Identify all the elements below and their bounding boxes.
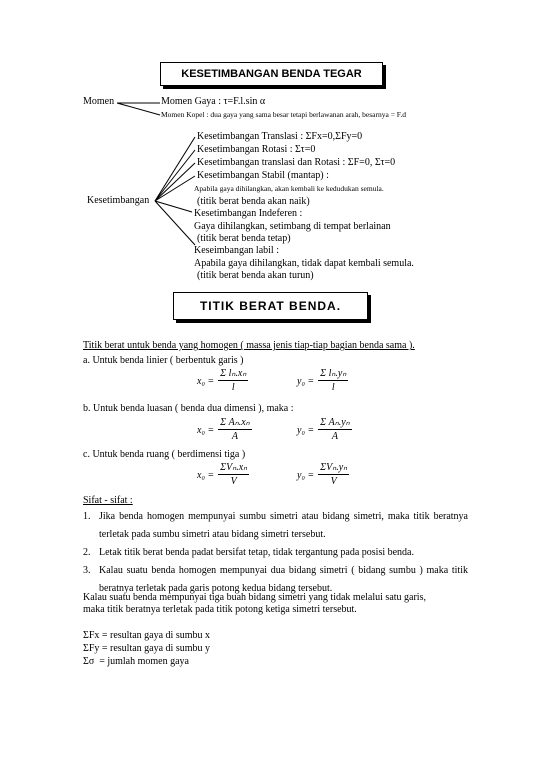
momen-gaya-text: Momen Gaya : τ=F.l.sin α bbox=[161, 96, 266, 107]
momen-connector-lines bbox=[115, 96, 165, 120]
formula-a-x bbox=[197, 368, 248, 394]
formula-denominator: V bbox=[230, 476, 237, 487]
formula-lhs: x₀ = bbox=[197, 469, 215, 481]
kesetimbangan-item: Apabila gaya dihilangkan, akan kembali ke kedudukan semula. bbox=[194, 184, 384, 193]
list-number: 2. bbox=[83, 547, 91, 558]
formula-numerator: Σ lₙ.xₙ bbox=[220, 368, 247, 379]
title-box-titik-berat bbox=[173, 292, 368, 320]
formula-numerator: ΣVₙ.yₙ bbox=[320, 462, 348, 473]
legend-line: Σσ = jumlah momen gaya bbox=[83, 656, 189, 667]
list-text: Jika benda homogen mempunyai sumbu simetri atau bidang simetri, maka titik beratnya terletak pada sumbu simetri atau bidang simetri tersebut. bbox=[99, 511, 468, 540]
kesetimbangan-item: Kesetimbangan Stabil (mantap) : bbox=[197, 170, 329, 181]
formula-numerator: ΣVₙ.xₙ bbox=[220, 462, 248, 473]
section-title: TITIK BERAT BENDA. bbox=[199, 299, 342, 313]
kesetimbangan-item: (titik berat benda akan naik) bbox=[197, 196, 310, 207]
section-b-heading: b. Untuk benda luasan ( benda dua dimensi ), maka : bbox=[83, 403, 294, 414]
formula-denominator: A bbox=[231, 431, 238, 442]
list-number: 3. bbox=[83, 565, 91, 576]
kesetimbangan-item: Kesetimbangan translasi dan Rotasi : ΣF=0, Στ=0 bbox=[197, 157, 396, 168]
momen-label: Momen bbox=[83, 96, 115, 107]
intro-text: Titik berat untuk benda yang homogen ( massa jenis tiap-tiap bagian benda sama ). bbox=[83, 340, 415, 351]
list-text: Kalau suatu benda homogen mempunyai dua bidang simetri ( bidang sumbu ) maka titik beratnya terletak pada garis potong kedua bidang tersebut. bbox=[99, 565, 468, 594]
kesetimbangan-item: Gaya dihilangkan, setimbang di tempat berlainan bbox=[194, 221, 391, 232]
kesetimbangan-label: Kesetimbangan bbox=[87, 195, 150, 206]
list-item bbox=[83, 508, 468, 544]
kesetimbangan-connector-lines bbox=[150, 130, 200, 250]
formula-lhs: x₀ = bbox=[197, 424, 215, 436]
formula-numerator: Σ Aₙ.yₙ bbox=[320, 417, 350, 428]
section-c-heading: c. Untuk benda ruang ( berdimensi tiga ) bbox=[83, 449, 246, 460]
list-text: Letak titik berat benda padat bersifat tetap, tidak tergantung pada posisi benda. bbox=[99, 547, 414, 558]
kesetimbangan-item: (titik berat benda tetap) bbox=[197, 233, 291, 244]
sifat-paragraph: Kalau suatu benda mempunyai tiga buah bidang simetri yang tidak melalui satu garis, bbox=[83, 592, 426, 603]
formula-denominator: V bbox=[330, 476, 337, 487]
formula-c-x bbox=[197, 462, 249, 488]
formula-b-x bbox=[197, 417, 252, 443]
kesetimbangan-item: Apabila gaya dihilangkan, tidak dapat kembali semula. bbox=[194, 258, 414, 269]
kesetimbangan-item: Kesetimbangan Rotasi : Στ=0 bbox=[197, 144, 316, 155]
sifat-list bbox=[83, 508, 468, 598]
formula-lhs: x₀ = bbox=[197, 375, 215, 387]
formula-lhs: y₀ = bbox=[297, 469, 315, 481]
section-a-heading: a. Untuk benda linier ( berbentuk garis ) bbox=[83, 355, 244, 366]
list-number: 1. bbox=[83, 511, 91, 522]
list-item bbox=[83, 544, 468, 562]
formula-lhs: y₀ = bbox=[297, 375, 315, 387]
formula-numerator: Σ lₙ.yₙ bbox=[320, 368, 347, 379]
sifat-paragraph: maka titik beratnya terletak pada titik potong ketiga simetri tersebut. bbox=[83, 604, 357, 615]
formula-numerator: Σ Aₙ.xₙ bbox=[220, 417, 250, 428]
sifat-heading: Sifat - sifat : bbox=[83, 495, 133, 506]
kesetimbangan-item: Keseimbangan labil : bbox=[194, 245, 279, 256]
kesetimbangan-item: (titik berat benda akan turun) bbox=[197, 270, 314, 281]
legend-line: ΣFy = resultan gaya di sumbu y bbox=[83, 643, 211, 654]
formula-b-y bbox=[297, 417, 352, 443]
formula-a-y bbox=[297, 368, 348, 394]
formula-c-y bbox=[297, 462, 349, 488]
kesetimbangan-item: Kesetimbangan Translasi : ΣFx=0,ΣFy=0 bbox=[197, 131, 363, 142]
formula-denominator: A bbox=[331, 431, 338, 442]
page-title: KESETIMBANGAN BENDA TEGAR bbox=[181, 68, 362, 80]
title-box-kesetimbangan bbox=[160, 62, 383, 86]
formula-lhs: y₀ = bbox=[297, 424, 315, 436]
kesetimbangan-item: Kesetimbangan Indeferen : bbox=[194, 208, 303, 219]
formula-denominator: l bbox=[231, 382, 235, 393]
legend-line: ΣFx = resultan gaya di sumbu x bbox=[83, 630, 211, 641]
momen-kopel-text: Momen Kopel : dua gaya yang sama besar tetapi berlawanan arah, besarnya = F.d bbox=[161, 110, 406, 119]
formula-denominator: l bbox=[331, 382, 335, 393]
